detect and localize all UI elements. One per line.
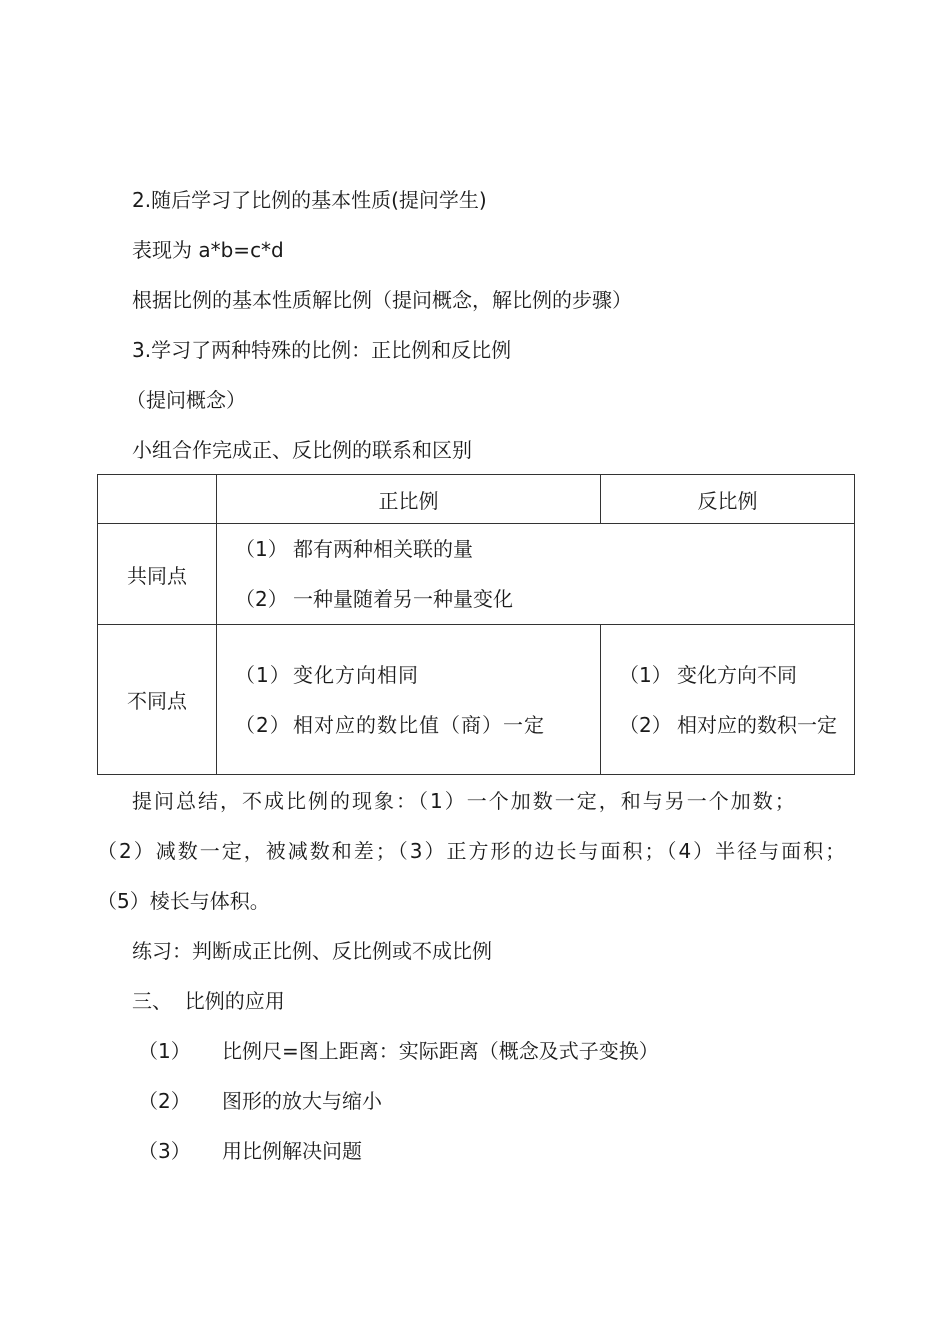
summary-line-1: 提问总结，不成比例的现象：（1）一个加数一定，和与另一个加数； (132, 789, 797, 813)
list-item: （1） 变化方向相同 (235, 662, 419, 687)
paragraph-group-work: 小组合作完成正、反比例的联系和区别 (132, 438, 472, 462)
list-item: （2） 相对应的数积一定 (619, 712, 837, 737)
table-corner-cell (98, 475, 217, 524)
paragraph-solve: 根据比例的基本性质解比例（提问概念，解比例的步骤） (132, 288, 632, 312)
list-item: （2） 相对应的数比值（商）一定 (235, 712, 545, 737)
header-zheng: 正比例 (217, 475, 601, 524)
paragraph-special-ratios: 3.学习了两种特殊的比例：正比例和反比例 (132, 338, 512, 362)
section-heading: 三、 比例的应用 (132, 989, 285, 1013)
table-header-row (98, 475, 855, 524)
comparison-table (97, 474, 855, 775)
diff-zheng-cell (217, 625, 601, 775)
list-item: （1） 变化方向不同 (619, 662, 797, 687)
table-row-common (98, 524, 855, 625)
table-row-diff (98, 625, 855, 775)
summary-line-3: （5）棱长与体积。 (97, 889, 270, 913)
list-item: （1） 都有两种相关联的量 (235, 537, 473, 561)
common-cell (217, 524, 855, 625)
paragraph-formula: 表现为 a*b=c*d (132, 238, 284, 262)
row-label-diff: 不同点 (98, 625, 217, 775)
list-item: （2） 图形的放大与缩小 (138, 1089, 382, 1113)
practice-line: 练习：判断成正比例、反比例或不成比例 (132, 939, 492, 963)
list-item: （3） 用比例解决问题 (138, 1139, 362, 1163)
summary-line-2: （2）减数一定，被减数和差；（3）正方形的边长与面积；（4）半径与面积； (97, 839, 848, 863)
paragraph-ask-concept: （提问概念） (126, 388, 246, 412)
header-fan: 反比例 (601, 475, 855, 524)
list-item: （1） 比例尺=图上距离：实际距离（概念及式子变换） (138, 1039, 659, 1063)
paragraph-properties: 2.随后学习了比例的基本性质(提问学生) (132, 188, 487, 212)
row-label-common: 共同点 (98, 524, 217, 625)
diff-fan-cell (601, 625, 855, 775)
list-item: （2） 一种量随着另一种量变化 (235, 587, 513, 611)
